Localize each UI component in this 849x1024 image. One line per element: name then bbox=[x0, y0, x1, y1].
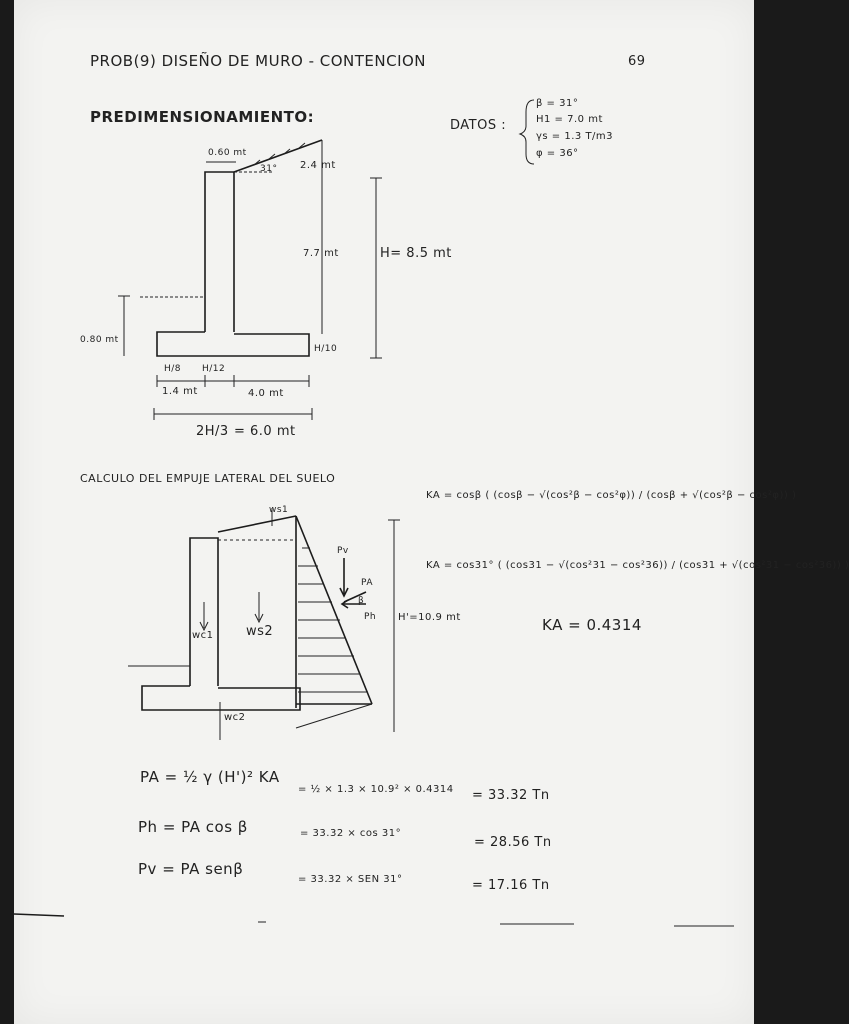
eq1-lhs: PA = ½ γ (H')² KA bbox=[140, 768, 280, 786]
label-pv: Pv bbox=[337, 546, 349, 556]
label-pa: PA bbox=[361, 578, 374, 588]
dim-angle: 31° bbox=[260, 164, 278, 174]
dim-total-height: H= 8.5 mt bbox=[380, 246, 452, 261]
eq3-mid: = 33.32 × SEN 31° bbox=[298, 874, 403, 885]
label-ws2: ws2 bbox=[246, 624, 274, 639]
label-wc2: wc2 bbox=[224, 712, 246, 723]
eq2-lhs: Ph = PA cos β bbox=[138, 818, 248, 836]
dim-top-width: 0.60 mt bbox=[208, 148, 247, 158]
eq2-mid: = 33.32 × cos 31° bbox=[300, 828, 402, 839]
page-number: 69 bbox=[628, 54, 646, 69]
eq3-lhs: Pv = PA senβ bbox=[138, 860, 244, 878]
dim-base-ratio: H/10 bbox=[314, 344, 338, 354]
eq1-mid: = ½ × 1.3 × 10.9² × 0.4314 bbox=[298, 784, 454, 795]
dim-heel-length: 4.0 mt bbox=[248, 388, 284, 399]
dato-phi: φ = 36° bbox=[536, 148, 579, 159]
eq1-result: = 33.32 Tn bbox=[472, 788, 550, 803]
bottom-rule-marks bbox=[14, 0, 754, 1024]
label-h-total: H'=10.9 mt bbox=[398, 612, 461, 623]
label-ws1: ws1 bbox=[269, 505, 289, 515]
dim-stem-ratio: H/12 bbox=[202, 364, 226, 374]
dim-base-ratio-2h3: 2H/3 bbox=[196, 424, 229, 439]
ka-formula-general: KA = cosβ ( (cosβ − √(cos²β − cos²φ)) / (cosβ + √(cos²β − cos²φ)) ) bbox=[426, 490, 797, 501]
dato-gamma: γs = 1.3 T/m3 bbox=[536, 131, 614, 142]
dim-toe-length: 1.4 mt bbox=[162, 386, 198, 397]
ka-formula-numeric: KA = cos31° ( (cos31 − √(cos²31 − cos²36)) / (cos31 + √(cos²31 − cos²36)) ) bbox=[426, 560, 849, 571]
label-angle-beta: β bbox=[358, 596, 365, 606]
section-title-predimensionamiento: PREDIMENSIONAMIENTO: bbox=[90, 108, 315, 126]
section-title-empuje: CALCULO DEL EMPUJE LATERAL DEL SUELO bbox=[80, 472, 336, 485]
eq3-result: = 17.16 Tn bbox=[472, 878, 550, 893]
problem-title: PROB(9) DISEÑO DE MURO - CONTENCION bbox=[90, 52, 427, 70]
label-wc1: wc1 bbox=[192, 630, 214, 641]
eq2-result: = 28.56 Tn bbox=[474, 835, 552, 850]
dato-beta: β = 31° bbox=[536, 98, 579, 109]
dim-base-thickness: 0.80 mt bbox=[80, 335, 119, 345]
dim-toe-ratio: H/8 bbox=[164, 364, 182, 374]
dim-stem-height: 7.7 mt bbox=[303, 248, 339, 259]
datos-label: DATOS : bbox=[450, 118, 507, 133]
dato-h1: H1 = 7.0 mt bbox=[536, 114, 603, 125]
document-page bbox=[14, 0, 849, 1024]
dim-base-length: = 6.0 mt bbox=[234, 424, 296, 439]
ka-result: KA = 0.4314 bbox=[542, 616, 642, 634]
dim-slope-height: 2.4 mt bbox=[300, 160, 336, 171]
label-ph: Ph bbox=[364, 612, 377, 622]
